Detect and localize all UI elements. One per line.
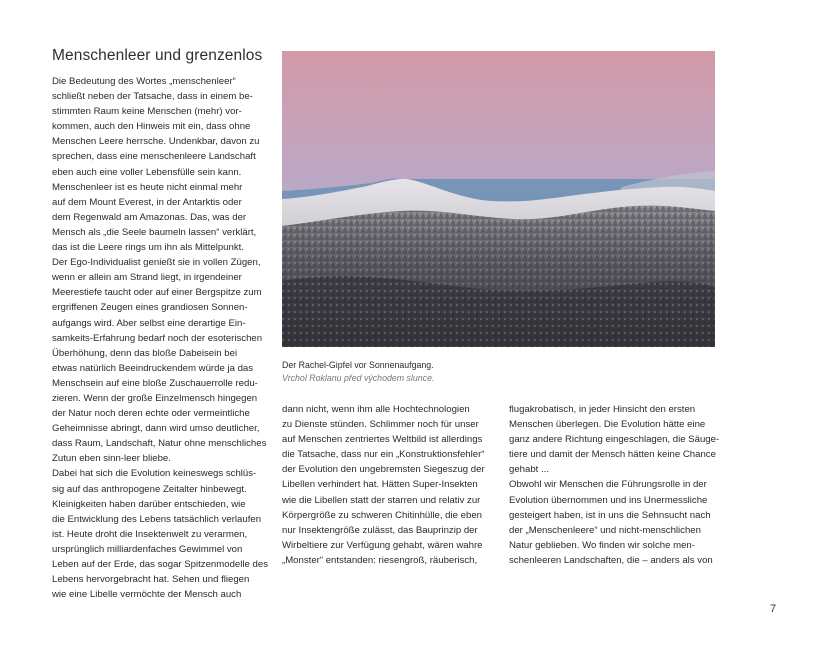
text-line: zieren. Wenn der große Einzelmensch hingegen bbox=[52, 392, 258, 404]
text-line: Evolution übernommen und ins Unermessliche bbox=[509, 494, 708, 506]
text-line: wie eine Libelle vermöchte der Mensch auch bbox=[52, 589, 242, 601]
text-line: Zutun eben sinn-leer bliebe. bbox=[52, 453, 171, 465]
landscape-photo bbox=[282, 51, 715, 347]
text-line: sig auf das anthropogene Zeitalter hinbewegt. bbox=[52, 483, 247, 495]
text-line: auf Menschen zentriertes Weltbild ist allerdings bbox=[282, 434, 483, 446]
text-line: Libellen verhindert hat. Hätten Super-Insekten bbox=[282, 479, 478, 491]
text-line: Menschen Leere herrsche. Undenkbar, davon zu bbox=[52, 136, 260, 148]
text-line: Natur geblieben. Wo finden wir solche men- bbox=[509, 539, 695, 551]
text-line: Der Ego-Individualist genießt sie in vollen Zügen, bbox=[52, 257, 261, 269]
text-line: der Evolution den ungebremsten Siegeszug der bbox=[282, 464, 485, 476]
text-line: die Entwicklung des Lebens tatsächlich verlaufen bbox=[52, 513, 262, 525]
text-line: aufgangs wird. Aber selbst eine derartige Ein- bbox=[52, 317, 246, 329]
text-line: Meerestiefe taucht oder auf einer Bergspitze zum bbox=[52, 287, 262, 299]
text-line: wenn er allein am Strand liegt, in irgendeiner bbox=[52, 272, 242, 284]
text-line: eben auch eine voller Lebensfülle sein kann. bbox=[52, 166, 242, 178]
text-line: der Natur noch deren echte oder vermeintliche bbox=[52, 408, 250, 420]
caption-german: Der Rachel-Gipfel vor Sonnenaufgang. bbox=[282, 360, 434, 370]
text-line: kommen, auch den Hinweis mit ein, dass ohne bbox=[52, 121, 251, 133]
text-line: der „Menschenleere“ und nicht-menschlichen bbox=[509, 524, 701, 536]
text-line: dem Regenwald am Amazonas. Das, was der bbox=[52, 211, 247, 223]
text-line: das ist die Leere rings um ihn als Mittelpunkt. bbox=[52, 242, 244, 254]
text-line: Dabei hat sich die Evolution keineswegs schlüs- bbox=[52, 468, 257, 480]
mountain-forest-image bbox=[282, 51, 715, 347]
text-line: Leben auf der Erde, das sogar Spitzenmodelle des bbox=[52, 559, 268, 570]
text-line: zu Dienste stünden. Schlimmer noch für unser bbox=[282, 419, 479, 431]
text-line: schließt neben der Tatsache, dass in einem be- bbox=[52, 91, 253, 103]
text-line: dass Raum, Landschaft, Natur ohne menschliches bbox=[52, 438, 267, 450]
text-line: die Tatsache, dass nur ein „Konstruktionsfehler“ bbox=[282, 449, 485, 461]
page-number: 7 bbox=[770, 603, 777, 615]
text-line: Die Bedeutung des Wortes „menschenleer“ bbox=[52, 76, 236, 87]
text-line: gehabt ... bbox=[509, 464, 550, 476]
text-line: Körpergröße zu schweren Chitinhülle, die eben bbox=[282, 509, 482, 521]
text-line: ergriffenen Zeugen eines grandiosen Sonnen- bbox=[52, 302, 248, 314]
middle-text-column bbox=[282, 402, 488, 568]
text-line: tiere und damit der Mensch hätten keine Chance bbox=[509, 449, 716, 461]
text-line: sprechen, dass eine menschenleere Landschaft bbox=[52, 151, 256, 163]
text-line: Wirbeltiere zur Verfügung gehabt, wären wahre bbox=[282, 539, 483, 551]
text-line: Obwohl wir Menschen die Führungsrolle in der bbox=[509, 479, 707, 491]
text-line: Kleinigkeiten haben darüber entschieden, wie bbox=[52, 498, 246, 510]
text-line: ursprünglich milliardenfaches Gewimmel von bbox=[52, 543, 243, 555]
text-line: wie die Libellen statt der starren und relativ zur bbox=[282, 494, 481, 506]
text-line: Menschsein auf eine bloße Zuschauerrolle redu- bbox=[52, 377, 258, 389]
text-line: flugakrobatisch, in jeder Hinsicht den ersten bbox=[509, 404, 696, 415]
text-line: samkeits-Erfahrung bedarf noch der esoterischen bbox=[52, 332, 263, 344]
text-line: schenleeren Landschaften, die – anders als von bbox=[509, 554, 713, 566]
text-line: Menschen überlegen. Die Evolution hätte eine bbox=[509, 419, 706, 431]
text-line: dann nicht, wenn ihm alle Hochtechnologien bbox=[282, 404, 470, 415]
text-line: auf dem Mount Everest, in der Antarktis oder bbox=[52, 196, 242, 208]
text-line: ist. Heute droht die Insektenwelt zu verarmen, bbox=[52, 528, 248, 540]
text-line: „Monster“ entstanden: riesengroß, räuberisch, bbox=[282, 554, 478, 566]
text-line: Lebens hervorgebracht hat. Sehen und fliegen bbox=[52, 574, 250, 586]
right-text-column bbox=[509, 402, 719, 568]
text-line: ganz andere Richtung eingeschlagen, die Säuge- bbox=[509, 434, 720, 446]
caption-czech: Vrchol Roklanu před východem slunce. bbox=[282, 373, 435, 383]
section-title: Menschenleer und grenzenlos bbox=[52, 47, 263, 64]
text-line: nur Insektengröße zulässt, das Bauprinzip der bbox=[282, 524, 478, 536]
left-text-column bbox=[52, 74, 268, 602]
text-line: Überhöhung, denn das bloße Dabeisein bei bbox=[52, 347, 238, 359]
text-line: Geheimnisse abringt, dann wird umso deutlicher, bbox=[52, 423, 260, 435]
text-line: Menschenleer ist es heute nicht einmal mehr bbox=[52, 181, 243, 193]
text-line: Mensch als „die Seele baumeln lassen“ verklärt, bbox=[52, 226, 257, 238]
text-line: gesteigert haben, ist in uns die Sehnsucht nach bbox=[509, 509, 711, 521]
photo-caption bbox=[282, 359, 434, 385]
text-line: etwas natürlich Beeindruckendem würde ja das bbox=[52, 362, 254, 374]
text-line: stimmten Raum keine Menschen (mehr) vor- bbox=[52, 106, 242, 118]
